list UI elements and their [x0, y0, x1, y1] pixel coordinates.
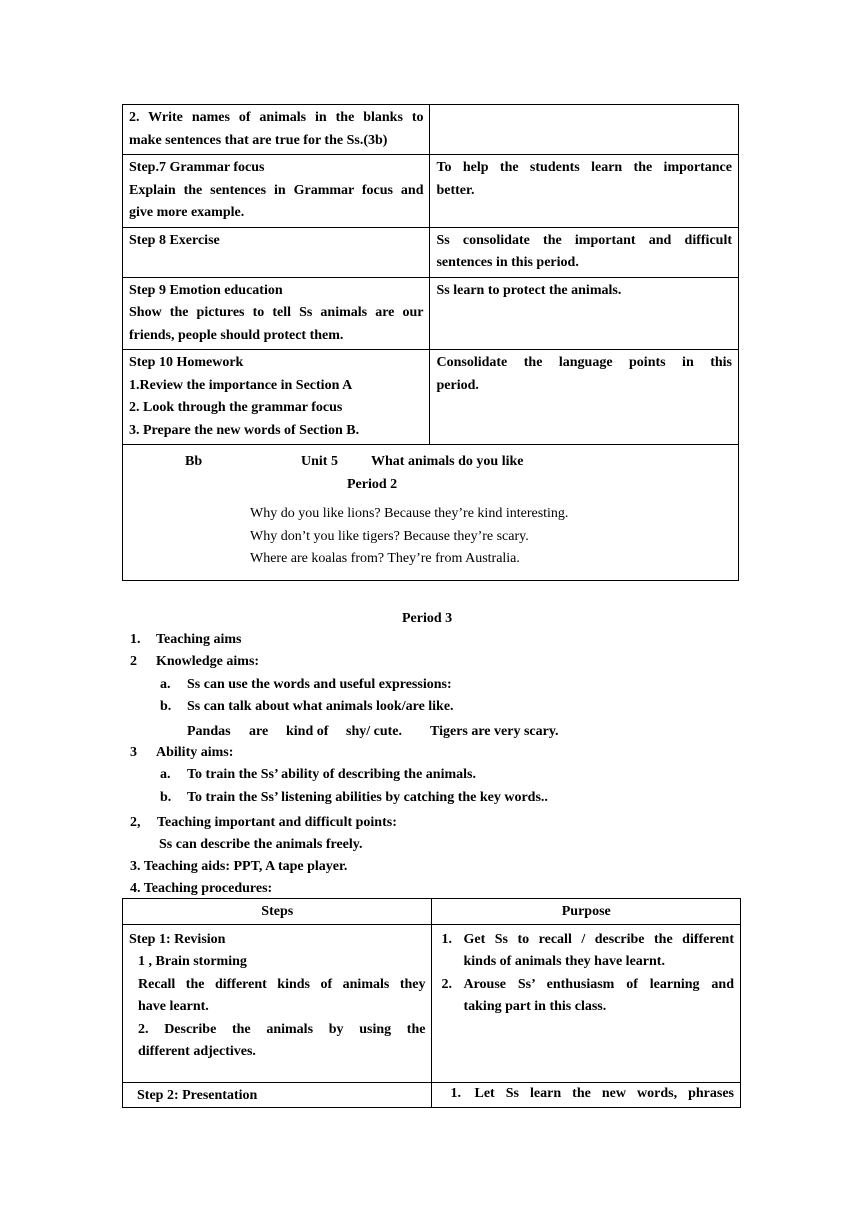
- step-text: 2. Write names of animals in the blanks to: [129, 110, 424, 125]
- step-subtitle: 1 , Brain storming: [138, 954, 247, 969]
- step-text: have learnt.: [138, 999, 209, 1014]
- step-text: give more example.: [129, 205, 245, 220]
- purpose-text: Arouse Ss’ enthusiasm of learning and: [463, 976, 734, 992]
- purpose-cell: [432, 924, 741, 1082]
- teaching-procedures-heading: 4. Teaching procedures:: [130, 881, 273, 896]
- step-text: 3. Prepare the new words of Section B.: [129, 422, 360, 438]
- bb-unit: Unit 5: [301, 454, 338, 469]
- bb-sentence: Why do you like lions? Because they’re kind interesting.: [250, 506, 569, 521]
- step-text: Step 9 Emotion education: [129, 282, 283, 298]
- section-title: Period 3: [402, 611, 453, 626]
- blackboard-row: [123, 445, 739, 581]
- heading-knowledge-aims: Knowledge aims:: [156, 654, 260, 669]
- step-text: make sentences that are true for the Ss.(3b): [129, 132, 388, 148]
- example-word: shy/ cute.: [346, 724, 402, 739]
- example-word: kind of: [286, 724, 329, 739]
- important-points-text: Ss can describe the animals freely.: [159, 837, 363, 852]
- list-letter: a.: [160, 767, 171, 782]
- step-cell: [123, 924, 432, 1082]
- purpose-cell: [430, 277, 739, 350]
- knowledge-aim-text: Ss can use the words and useful expressions:: [187, 677, 452, 692]
- purpose-text: sentences in this period.: [436, 255, 579, 270]
- lesson-table-period-2: [122, 104, 739, 581]
- purpose-text: Ss learn to protect the animals.: [436, 282, 622, 298]
- purpose-list-item: [438, 1083, 734, 1106]
- heading-ability-aims: Ability aims:: [156, 745, 234, 760]
- list-number: 2,: [130, 815, 141, 830]
- blackboard-cell: [123, 445, 739, 581]
- list-number: 1.: [130, 632, 141, 647]
- purpose-text: taking part in this class.: [463, 999, 607, 1014]
- list-number: 2: [130, 654, 137, 669]
- purpose-list-item: [438, 974, 734, 1019]
- example-word: Tigers are very scary.: [430, 724, 559, 739]
- list-number: 2.: [441, 976, 452, 992]
- purpose-text: To help the students learn the importance: [436, 160, 732, 175]
- bb-label: Bb: [185, 454, 203, 469]
- step-title: Step 1: Revision: [129, 931, 226, 947]
- heading-teaching-aims: Teaching aims: [156, 632, 242, 647]
- step-text: Step 10 Homework: [129, 355, 244, 370]
- step-text: friends, people should protect them.: [129, 327, 344, 343]
- purpose-text: better.: [436, 182, 475, 198]
- step-text: Recall the different kinds of animals they: [138, 976, 426, 992]
- bb-title: What animals do you like: [371, 454, 524, 469]
- purpose-cell: [430, 350, 739, 445]
- step-cell: [123, 105, 430, 155]
- teaching-aids: 3. Teaching aids: PPT, A tape player.: [130, 859, 348, 874]
- list-number: 1.: [441, 931, 452, 947]
- step-text: Show the pictures to tell Ss animals are our: [129, 305, 424, 320]
- table-header-row: [123, 899, 741, 925]
- step-title: Step 2: Presentation: [137, 1087, 258, 1103]
- bb-period: Period 2: [347, 477, 398, 492]
- step-text: Step.7 Grammar focus: [129, 160, 265, 175]
- step-cell: [123, 1082, 432, 1108]
- list-letter: a.: [160, 677, 171, 692]
- purpose-text: Ss consolidate the important and difficult: [436, 232, 732, 248]
- step-text: different adjectives.: [138, 1044, 256, 1059]
- table-row: [123, 350, 739, 445]
- step-cell: [123, 277, 430, 350]
- purpose-cell: [430, 227, 739, 277]
- table-row: [123, 1082, 741, 1108]
- purpose-cell: [430, 105, 739, 155]
- example-word: are: [249, 724, 269, 739]
- purpose-text: Let Ss learn the new words, phrases: [474, 1085, 734, 1101]
- list-letter: b.: [160, 790, 172, 805]
- purpose-text: Get Ss to recall / describe the different: [463, 931, 734, 947]
- step-text: Explain the sentences in Grammar focus and: [129, 182, 424, 198]
- list-number: 3: [130, 745, 137, 760]
- bb-sentence: Why don’t you like tigers? Because they’re scary.: [250, 529, 529, 544]
- table-row: [123, 155, 739, 228]
- list-letter: b.: [160, 699, 172, 714]
- purpose-cell: [432, 1082, 741, 1108]
- step-text: 2. Describe the animals by using the: [138, 1021, 426, 1037]
- table-row: [123, 924, 741, 1082]
- purpose-text: period.: [436, 377, 479, 393]
- column-header-purpose: Purpose: [432, 899, 741, 925]
- knowledge-aim-text: Ss can talk about what animals look/are like.: [187, 699, 454, 714]
- ability-aim-text: To train the Ss’ listening abilities by catching the key words..: [187, 790, 548, 805]
- bb-sentence: Where are koalas from? They’re from Australia.: [250, 551, 520, 566]
- heading-important-points: Teaching important and difficult points:: [157, 815, 397, 830]
- column-header-steps: Steps: [123, 899, 432, 925]
- purpose-text: Consolidate the language points in this: [436, 355, 732, 370]
- purpose-text: kinds of animals they have learnt.: [463, 954, 665, 969]
- purpose-cell: [430, 155, 739, 228]
- step-cell: [123, 227, 430, 277]
- step-text: 1.Review the importance in Section A: [129, 377, 353, 393]
- list-number: 1.: [450, 1085, 461, 1101]
- step-text: Step 8 Exercise: [129, 232, 220, 248]
- step-cell: [123, 155, 430, 228]
- table-row: [123, 227, 739, 277]
- ability-aim-text: To train the Ss’ ability of describing the animals.: [187, 767, 476, 782]
- purpose-list-item: [438, 929, 734, 974]
- table-row: [123, 105, 739, 155]
- example-word: Pandas: [187, 724, 231, 739]
- table-row: [123, 277, 739, 350]
- step-cell: [123, 350, 430, 445]
- step-text: 2. Look through the grammar focus: [129, 400, 343, 415]
- procedures-table: [122, 898, 741, 1108]
